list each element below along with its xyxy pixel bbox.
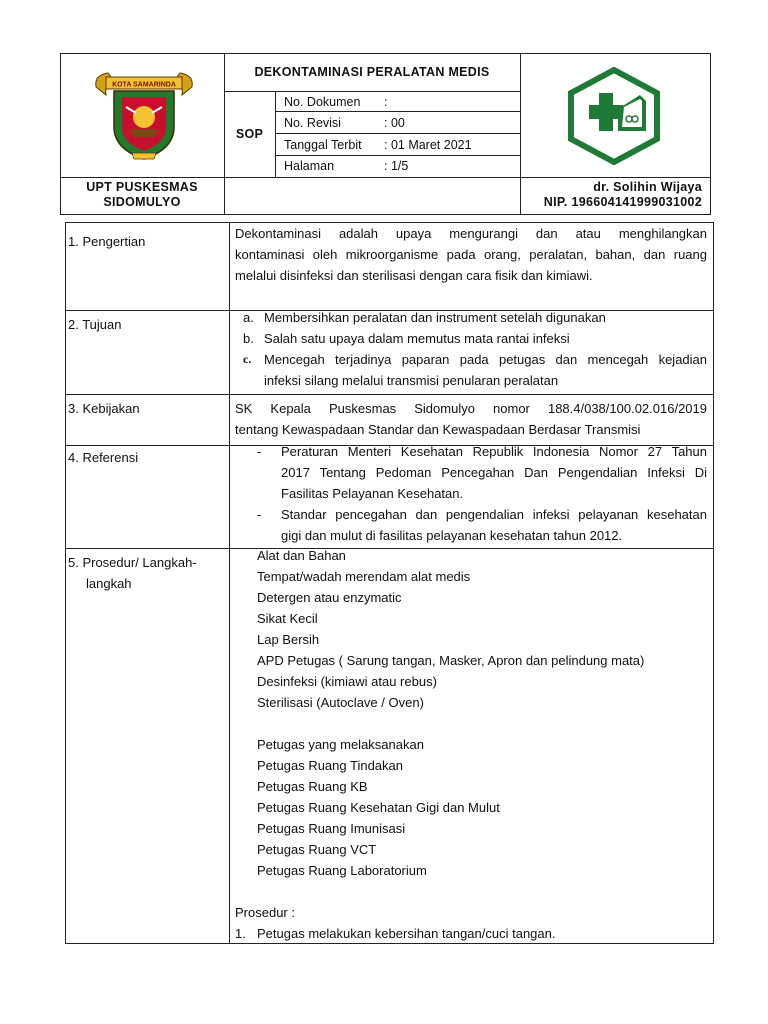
alat-title: Alat dan Bahan: [257, 548, 346, 563]
document-title: DEKONTAMINASI PERALATAN MEDIS: [254, 65, 490, 79]
list-marker: -: [257, 507, 262, 522]
label-line: langkah: [86, 576, 132, 591]
list-item: Petugas Ruang Laboratorium: [257, 863, 427, 878]
list-item: Sterilisasi (Autoclave / Oven): [257, 695, 424, 710]
step-text: Petugas melakukan kebersihan tangan/cuci tangan.: [257, 926, 556, 941]
list-item: Detergen atau enzymatic: [257, 590, 402, 605]
list-item: [235, 328, 707, 349]
section-label: 1. Pengertian: [68, 234, 146, 249]
section-label: [68, 552, 197, 594]
meta-label: No. Dokumen: [284, 95, 361, 109]
label-line: 5. Prosedur/ Langkah-: [68, 555, 197, 570]
list-marker: a.: [243, 310, 254, 325]
list-text: 2017 Tentang Pedoman Pencegahan Dan Pengendalian Infeksi Di: [281, 465, 707, 480]
org-line: UPT PUSKESMAS: [86, 180, 198, 194]
list-item: Sikat Kecil: [257, 611, 318, 626]
signer-name: dr. Solihin Wijaya: [593, 180, 702, 194]
svg-text:KOTA SAMARINDA: KOTA SAMARINDA: [112, 81, 176, 89]
text-line: SK Kepala Puskesmas Sidomulyo nomor 188.4/038/100.02.016/2019: [235, 401, 707, 416]
referensi-list: [235, 441, 707, 546]
tujuan-list: [235, 307, 707, 391]
prosedur-content: [235, 545, 707, 944]
text-line: kontaminasi oleh mikroorganisme pada orang, peralatan, bahan, dan ruang: [235, 247, 707, 262]
list-text: Standar pencegahan dan pengendalian infeksi pelayanan kesehatan: [281, 507, 707, 522]
list-item: Petugas Ruang Kesehatan Gigi dan Mulut: [257, 800, 500, 815]
step-item: [235, 923, 707, 944]
sop-body-table: [65, 222, 714, 944]
section-label: 4. Referensi: [68, 450, 139, 465]
text-line: Dekontaminasi adalah upaya mengurangi dan atau menghilangkan: [235, 226, 707, 241]
list-item: Lap Bersih: [257, 632, 320, 647]
org-line: SIDOMULYO: [103, 195, 181, 209]
step-number: 1.: [235, 926, 246, 941]
org-name: [60, 180, 224, 210]
signer: [520, 180, 702, 210]
list-text: Membersihkan peralatan dan instrument setelah digunakan: [264, 310, 606, 325]
prosedur-title: Prosedur :: [235, 905, 295, 920]
meta-row: [284, 95, 360, 109]
meta-value: :: [384, 95, 388, 109]
petugas-title: Petugas yang melaksanakan: [257, 737, 424, 752]
list-item: Petugas Ruang VCT: [257, 842, 377, 857]
pengertian-text: [235, 223, 707, 286]
meta-label: Halaman: [284, 159, 335, 173]
meta-row: [284, 159, 334, 173]
list-marker: -: [257, 444, 262, 459]
list-text: gigi dan mulut di fasilitas pelayanan kesehatan tahun 2012.: [281, 528, 623, 543]
meta-value: : 1/5: [384, 159, 409, 173]
section-label: 3. Kebijakan: [68, 401, 140, 416]
list-item: Petugas Ruang KB: [257, 779, 368, 794]
list-text: Salah satu upaya dalam memutus mata rantai infeksi: [264, 331, 570, 346]
list-text: Peraturan Menteri Kesehatan Republik Indonesia Nomor 27 Tahun: [281, 444, 707, 459]
text-line: melalui disinfeksi dan sterilisasi dengan cara fisik dan kimiawi.: [235, 268, 593, 283]
puskesmas-logo: [566, 67, 662, 165]
list-text: infeksi silang melalui transmisi penularan peralatan: [264, 373, 559, 388]
list-marker: c.: [243, 352, 252, 366]
meta-label: No. Revisi: [284, 116, 341, 130]
text-line: tentang Kewaspadaan Standar dan Kewaspadaan Berdasar Transmisi: [235, 422, 641, 437]
signer-nip: NIP. 196604141999031002: [543, 195, 702, 209]
meta-value: : 00: [384, 116, 405, 130]
list-item: [235, 441, 707, 504]
section-label: 2. Tujuan: [68, 317, 122, 332]
list-item: [235, 504, 707, 546]
meta-value: : 01 Maret 2021: [384, 138, 472, 152]
list-item: Petugas Ruang Tindakan: [257, 758, 403, 773]
sop-label: SOP: [235, 127, 264, 141]
list-item: Desinfeksi (kimiawi atau rebus): [257, 674, 437, 689]
list-item: Petugas Ruang Imunisasi: [257, 821, 406, 836]
list-item: APD Petugas ( Sarung tangan, Masker, Apron dan pelindung mata): [257, 653, 645, 668]
list-item: Tempat/wadah merendam alat medis: [257, 569, 471, 584]
list-item: [235, 307, 707, 328]
kota-samarinda-logo: [92, 67, 196, 163]
meta-row: [284, 116, 341, 130]
meta-row: [284, 138, 362, 152]
list-item: [235, 349, 707, 391]
list-text: Mencegah terjadinya paparan pada petugas dan mencegah kejadian: [264, 352, 707, 367]
list-text: Fasilitas Pelayanan Kesehatan.: [281, 486, 464, 501]
meta-label: Tanggal Terbit: [284, 138, 362, 152]
kebijakan-text: [235, 398, 707, 440]
list-marker: b.: [243, 331, 254, 346]
header-table: [60, 53, 711, 215]
